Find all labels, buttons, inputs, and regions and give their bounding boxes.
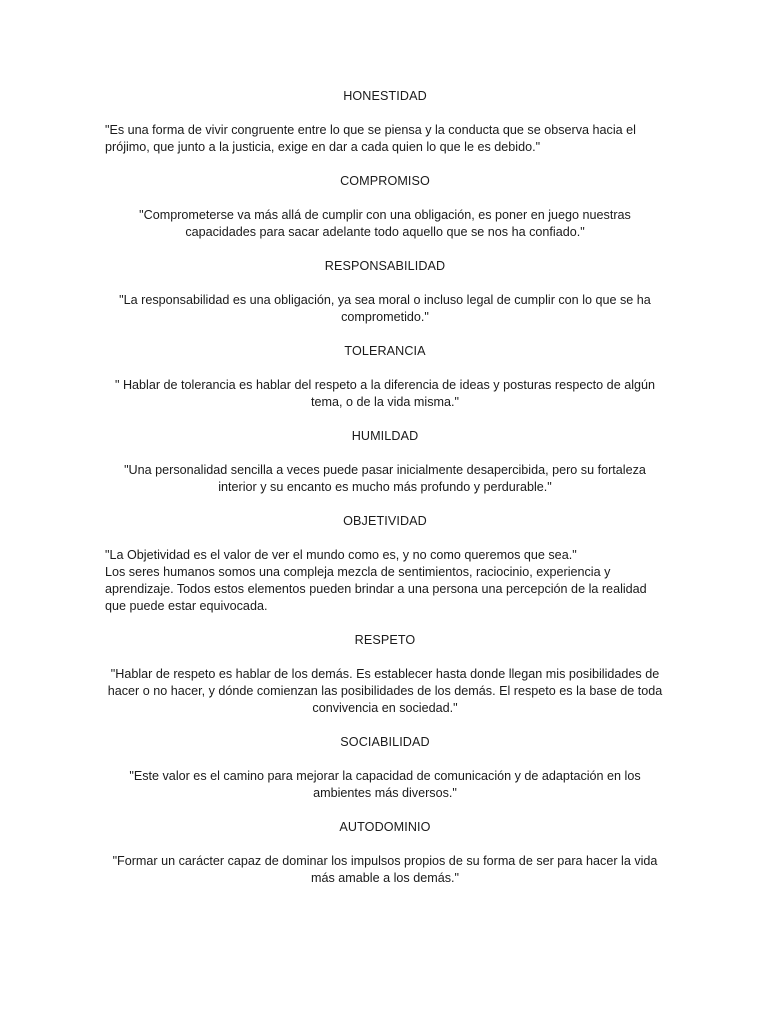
paragraph-sociabilidad	[105, 768, 665, 802]
text-line: "Una personalidad sencilla a veces puede pasar inicialmente desapercibida, pero su fortaleza	[124, 463, 646, 477]
text-line: convivencia en sociedad."	[312, 701, 458, 715]
text-line: que puede estar equivocada.	[105, 599, 268, 613]
paragraph-objetividad	[105, 547, 665, 615]
paragraph-humildad	[105, 462, 665, 496]
text-line: "Este valor es el camino para mejorar la capacidad de comunicación y de adaptación en los	[129, 769, 641, 783]
text-line: "Hablar de respeto es hablar de los demás. Es establecer hasta donde llegan mis posibilidades de	[110, 667, 660, 681]
text-line: "La Objetividad es el valor de ver el mundo como es, y no como queremos que sea."	[105, 548, 577, 562]
heading-tolerancia: TOLERANCIA	[344, 344, 426, 358]
text-line: Los seres humanos somos una compleja mezcla de sentimientos, raciocinio, experiencia y	[105, 565, 611, 579]
paragraph-responsabilidad	[105, 292, 665, 326]
heading-compromiso: COMPROMISO	[340, 174, 430, 188]
text-line: aprendizaje. Todos estos elementos pueden brindar a una persona una percepción de la realidad	[105, 582, 647, 596]
heading-humildad: HUMILDAD	[351, 429, 419, 443]
document-content	[105, 88, 665, 887]
text-line: capacidades para sacar adelante todo aquello que se nos ha confiado."	[185, 225, 585, 239]
text-line: prójimo, que junto a la justicia, exige en dar a cada quien lo que le es debido."	[105, 140, 541, 154]
text-line: "Comprometerse va más allá de cumplir con una obligación, es poner en juego nuestras	[139, 208, 631, 222]
text-line: más amable a los demás."	[311, 871, 459, 885]
paragraph-compromiso	[105, 207, 665, 241]
paragraph-honestidad	[105, 122, 665, 156]
text-line: tema, o de la vida misma."	[311, 395, 459, 409]
text-line: comprometido."	[341, 310, 429, 324]
text-line: "Formar un carácter capaz de dominar los impulsos propios de su forma de ser para hacer la vida	[112, 854, 658, 868]
heading-honestidad: HONESTIDAD	[343, 89, 427, 103]
text-line: " Hablar de tolerancia es hablar del respeto a la diferencia de ideas y posturas respecto de algún	[114, 378, 656, 392]
text-line: interior y su encanto es mucho más profundo y perdurable."	[218, 480, 552, 494]
paragraph-tolerancia	[105, 377, 665, 411]
text-line: "Es una forma de vivir congruente entre lo que se piensa y la conducta que se observa hacia el	[105, 123, 636, 137]
heading-sociabilidad: SOCIABILIDAD	[340, 735, 430, 749]
paragraph-respeto	[105, 666, 665, 717]
paragraph-autodominio	[105, 853, 665, 887]
heading-objetividad: OBJETIVIDAD	[343, 514, 427, 528]
text-line: ambientes más diversos."	[313, 786, 457, 800]
heading-responsabilidad: RESPONSABILIDAD	[324, 259, 446, 273]
heading-respeto: RESPETO	[354, 633, 416, 647]
text-line: "La responsabilidad es una obligación, ya sea moral o incluso legal de cumplir con lo que se ha	[119, 293, 651, 307]
text-line: hacer o no hacer, y dónde comienzan las posibilidades de los demás. El respeto es la base de toda	[107, 684, 663, 698]
heading-autodominio: AUTODOMINIO	[339, 820, 431, 834]
